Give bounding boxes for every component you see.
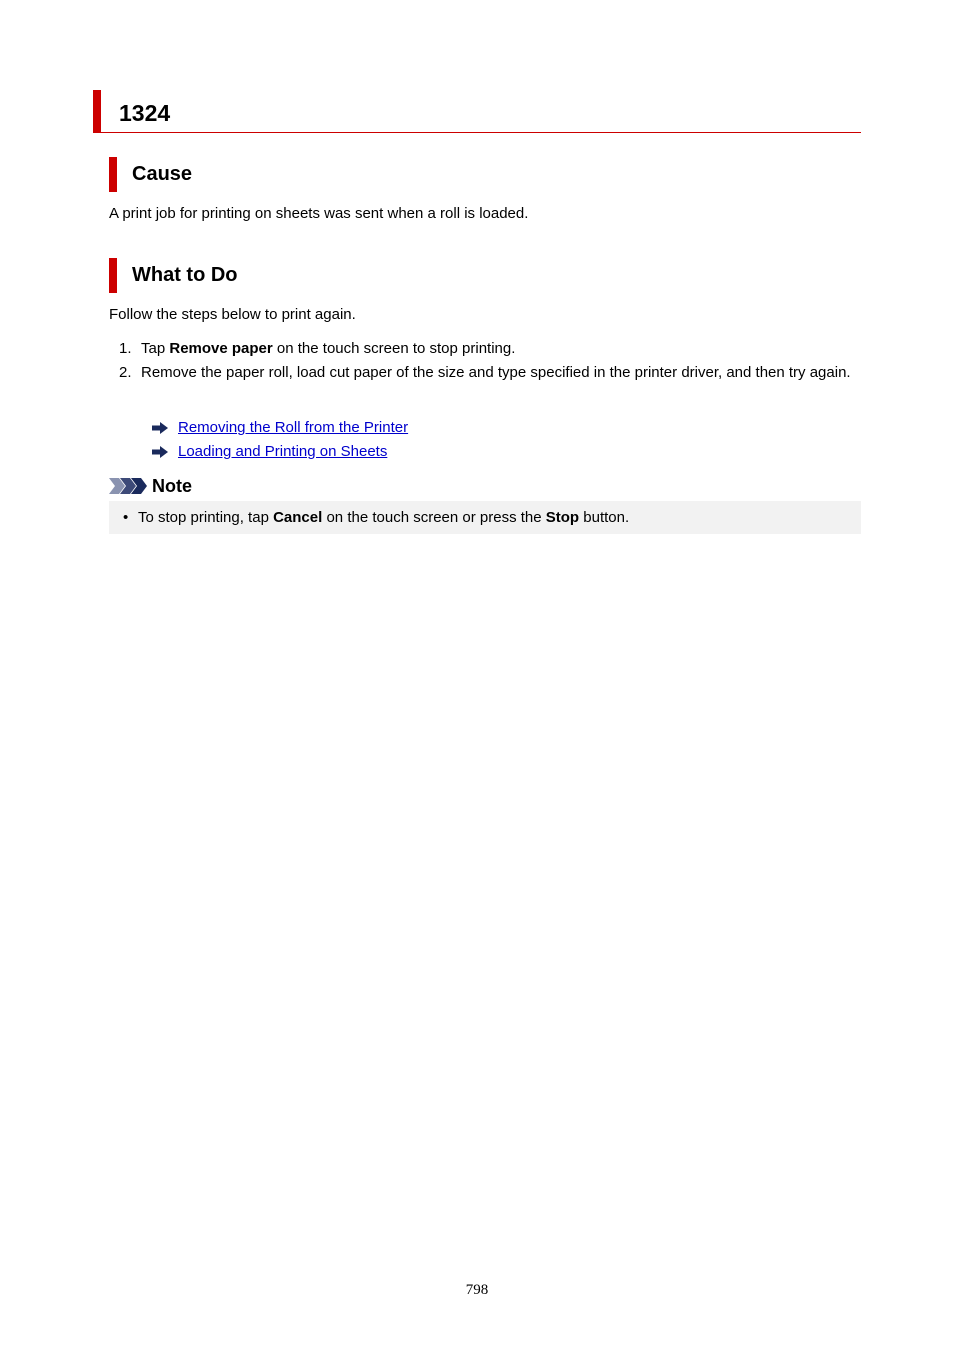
link-row [152, 416, 408, 440]
link-removing-the-roll[interactable]: Removing the Roll from the Printer [178, 419, 409, 436]
related-links [152, 416, 408, 464]
note-text-part: button. [579, 509, 630, 526]
step-number: 1. [119, 340, 132, 357]
section-accent-bar [109, 157, 117, 192]
step-item [109, 361, 861, 385]
note-heading-text: Note [152, 475, 192, 496]
step-text-after: on the touch screen to stop printing. [272, 340, 516, 357]
section-heading-cause-text: Cause [132, 163, 193, 185]
note-chevrons-icon [109, 478, 147, 494]
note-box [109, 501, 861, 534]
page-title [93, 90, 861, 133]
step-bold-remove-paper: Remove paper [169, 340, 273, 357]
page-title-text: 1324 [119, 100, 171, 126]
title-accent-bar [93, 90, 101, 133]
note-text-part: on the touch screen or press the [322, 509, 546, 526]
step-item [109, 337, 861, 361]
page-number: 798 [465, 1282, 489, 1298]
note-bold-stop: Stop [545, 509, 580, 526]
step-text: Remove the paper roll, load cut paper of the size and type specified in the printer driver, and then try again. [141, 364, 851, 381]
what-to-do-intro: Follow the steps below to print again. [109, 306, 356, 323]
note-bullet: • [123, 509, 129, 526]
note-heading [109, 475, 192, 497]
cause-text: A print job for printing on sheets was sent when a roll is loaded. [109, 205, 529, 222]
note-text [138, 501, 629, 534]
arrow-right-icon [152, 446, 168, 458]
link-row [152, 440, 408, 464]
step-text-before: Tap [141, 340, 170, 357]
section-accent-bar [109, 258, 117, 293]
step-number: 2. [119, 364, 132, 381]
section-heading-what-to-do-text: What to Do [132, 264, 238, 286]
link-loading-and-printing-on-sheets[interactable]: Loading and Printing on Sheets [178, 443, 388, 460]
note-bold-cancel: Cancel [273, 509, 323, 526]
arrow-right-icon [152, 422, 168, 434]
note-text-part: To stop printing, tap [138, 509, 274, 526]
steps-list [109, 337, 861, 385]
